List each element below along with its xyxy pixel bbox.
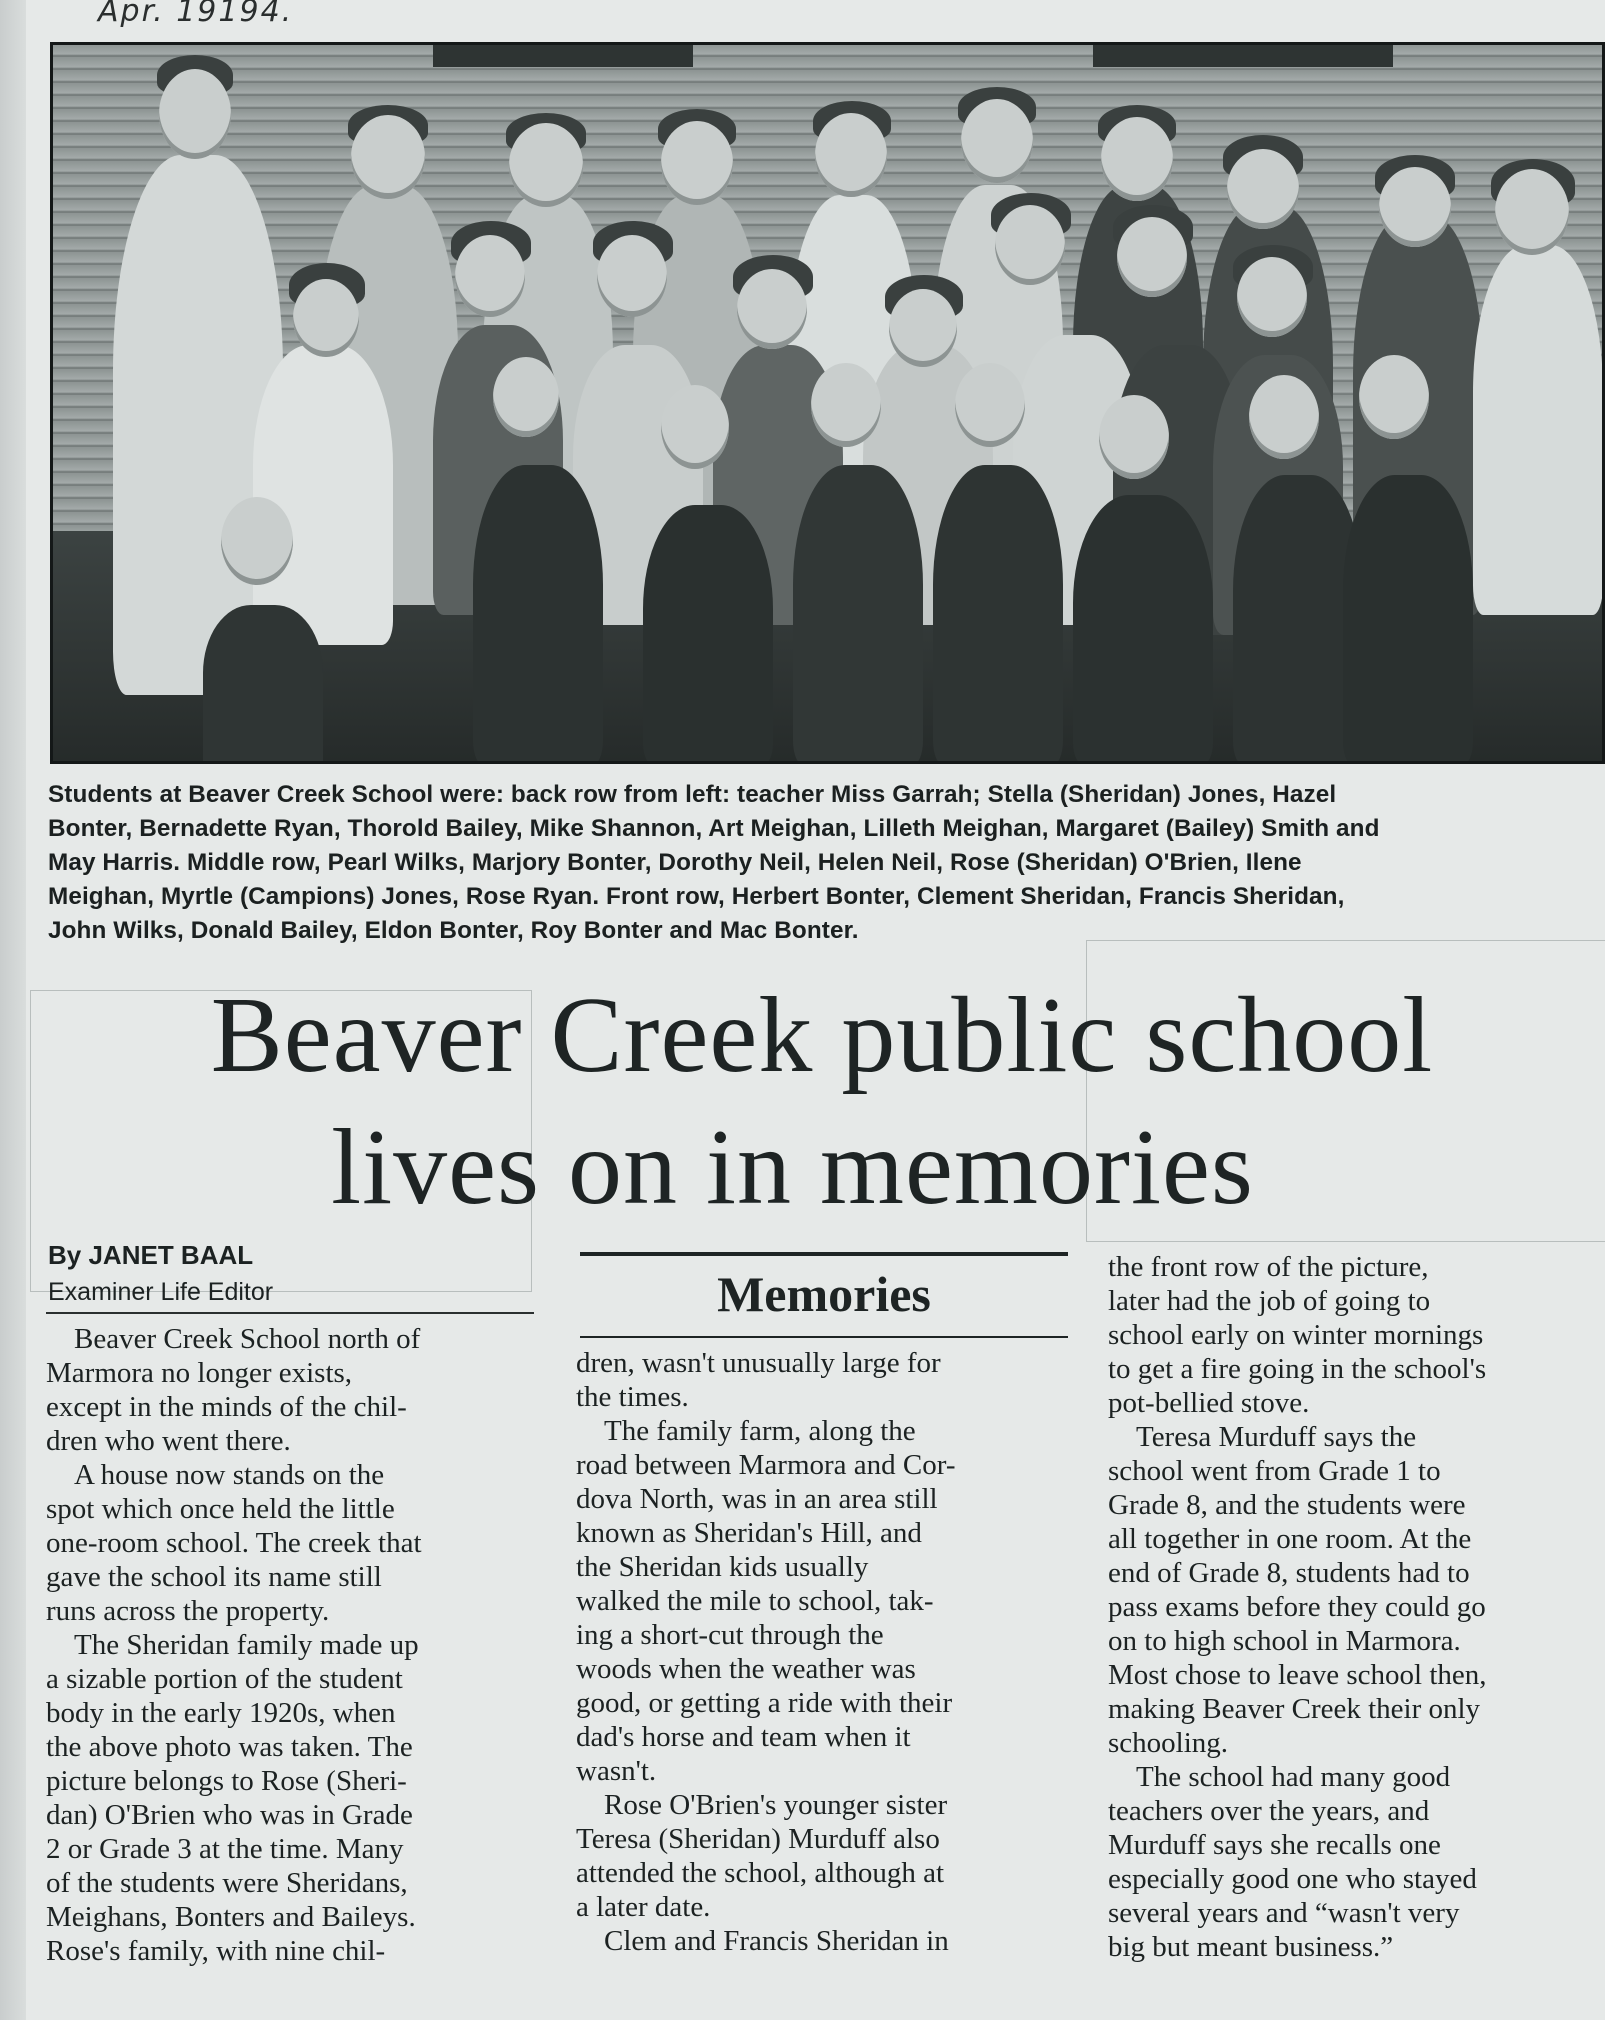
text-line: Marmora no longer exists,	[46, 1357, 353, 1389]
text-line: Grade 8, and the students were	[1108, 1489, 1466, 1521]
caption-line: Meighan, Myrtle (Campions) Jones, Rose Ryan. Front row, Herbert Bonter, Clement Sheridan, Francis Sheridan,	[48, 883, 1345, 910]
text-line: ing a short-cut through the	[576, 1619, 884, 1651]
text-line: schooling.	[1108, 1727, 1229, 1759]
text-line: The school had many good	[1136, 1761, 1451, 1793]
headline-line-2: lives on in memories	[331, 1108, 1254, 1227]
text-line: picture belongs to Rose (Sheri-	[46, 1765, 407, 1797]
text-line: the times.	[576, 1381, 689, 1413]
text-line: several years and “wasn't very	[1108, 1897, 1460, 1929]
text-line: wasn't.	[576, 1755, 657, 1787]
caption-line: John Wilks, Donald Bailey, Eldon Bonter, Roy Bonter and Mac Bonter.	[48, 917, 859, 944]
text-line: Clem and Francis Sheridan in	[604, 1925, 949, 1957]
scan-edge	[0, 0, 26, 2020]
text-line: the front row of the picture,	[1108, 1251, 1429, 1283]
text-line: school early on winter mornings	[1108, 1319, 1484, 1351]
text-line: good, or getting a ride with their	[576, 1687, 953, 1719]
text-line: dad's horse and team when it	[576, 1721, 911, 1753]
text-line: pot-bellied stove.	[1108, 1387, 1310, 1419]
text-line: of the students were Sheridans,	[46, 1867, 408, 1899]
text-line: a sizable portion of the student	[46, 1663, 403, 1695]
text-line: school went from Grade 1 to	[1108, 1455, 1441, 1487]
text-line: later had the job of going to	[1108, 1285, 1431, 1317]
text-line: dren who went there.	[46, 1425, 291, 1457]
article-column-1	[46, 1322, 536, 1968]
text-line: end of Grade 8, students had to	[1108, 1557, 1470, 1589]
text-line: Meighans, Bonters and Baileys.	[46, 1901, 416, 1933]
text-line: the above photo was taken. The	[46, 1731, 413, 1763]
text-line: spot which once held the little	[46, 1493, 395, 1525]
section-rule-top	[580, 1252, 1068, 1256]
caption-line: Bonter, Bernadette Ryan, Thorold Bailey, Mike Shannon, Art Meighan, Lilleth Meighan, Margaret (Bailey) Smith and	[48, 815, 1380, 842]
text-line: dan) O'Brien who was in Grade	[46, 1799, 413, 1831]
text-line: big but meant business.”	[1108, 1931, 1394, 1963]
text-line: Rose's family, with nine chil-	[46, 1935, 386, 1967]
text-line: all together in one room. At the	[1108, 1523, 1472, 1555]
handwritten-date: Apr. 19194.	[98, 0, 294, 29]
byline-author: By JANET BAAL	[48, 1240, 254, 1270]
text-line: Teresa Murduff says the	[1136, 1421, 1417, 1453]
headline-line-1: Beaver Creek public school	[210, 976, 1434, 1095]
text-line: Most chose to leave school then,	[1108, 1659, 1487, 1691]
text-line: dova North, was in an area still	[576, 1483, 938, 1515]
section-rule-bottom	[580, 1336, 1068, 1338]
text-line: making Beaver Creek their only	[1108, 1693, 1481, 1725]
text-line: teachers over the years, and	[1108, 1795, 1430, 1827]
text-line: Beaver Creek School north of	[74, 1323, 421, 1355]
text-line: 2 or Grade 3 at the time. Many	[46, 1833, 404, 1865]
photo-caption	[48, 778, 1605, 948]
text-line: pass exams before they could go	[1108, 1591, 1486, 1623]
text-line: The Sheridan family made up	[74, 1629, 419, 1661]
byline-title: Examiner Life Editor	[48, 1278, 274, 1306]
text-line: body in the early 1920s, when	[46, 1697, 396, 1729]
text-line: Teresa (Sheridan) Murduff also	[576, 1823, 940, 1855]
text-line: woods when the weather was	[576, 1653, 916, 1685]
text-line: attended the school, although at	[576, 1857, 945, 1889]
text-line: gave the school its name still	[46, 1561, 382, 1593]
text-line: to get a fire going in the school's	[1108, 1353, 1487, 1385]
text-line: known as Sheridan's Hill, and	[576, 1517, 922, 1549]
text-line: the Sheridan kids usually	[576, 1551, 869, 1583]
text-line: The family farm, along the	[604, 1415, 916, 1447]
text-line: Murduff says she recalls one	[1108, 1829, 1441, 1861]
text-line: walked the mile to school, tak-	[576, 1585, 934, 1617]
class-photo	[50, 42, 1605, 764]
byline-rule	[46, 1312, 534, 1314]
text-line: A house now stands on the	[74, 1459, 385, 1491]
text-line: dren, wasn't unusually large for	[576, 1347, 941, 1379]
section-label: Memories	[717, 1266, 931, 1322]
caption-line: Students at Beaver Creek School were: back row from left: teacher Miss Garrah; Stella (Sheridan) Jones, Hazel	[48, 781, 1337, 808]
text-line: road between Marmora and Cor-	[576, 1449, 956, 1481]
text-line: a later date.	[576, 1891, 711, 1923]
text-line: except in the minds of the chil-	[46, 1391, 407, 1423]
caption-line: May Harris. Middle row, Pearl Wilks, Marjory Bonter, Dorothy Neil, Helen Neil, Rose (Sheridan) O'Brien, Ilene	[48, 849, 1302, 876]
article-column-2	[576, 1346, 1066, 1958]
text-line: especially good one who stayed	[1108, 1863, 1477, 1895]
text-line: runs across the property.	[46, 1595, 330, 1627]
article-column-3	[1108, 1250, 1605, 1964]
text-line: on to high school in Marmora.	[1108, 1625, 1461, 1657]
text-line: Rose O'Brien's younger sister	[604, 1789, 948, 1821]
text-line: one-room school. The creek that	[46, 1527, 422, 1559]
